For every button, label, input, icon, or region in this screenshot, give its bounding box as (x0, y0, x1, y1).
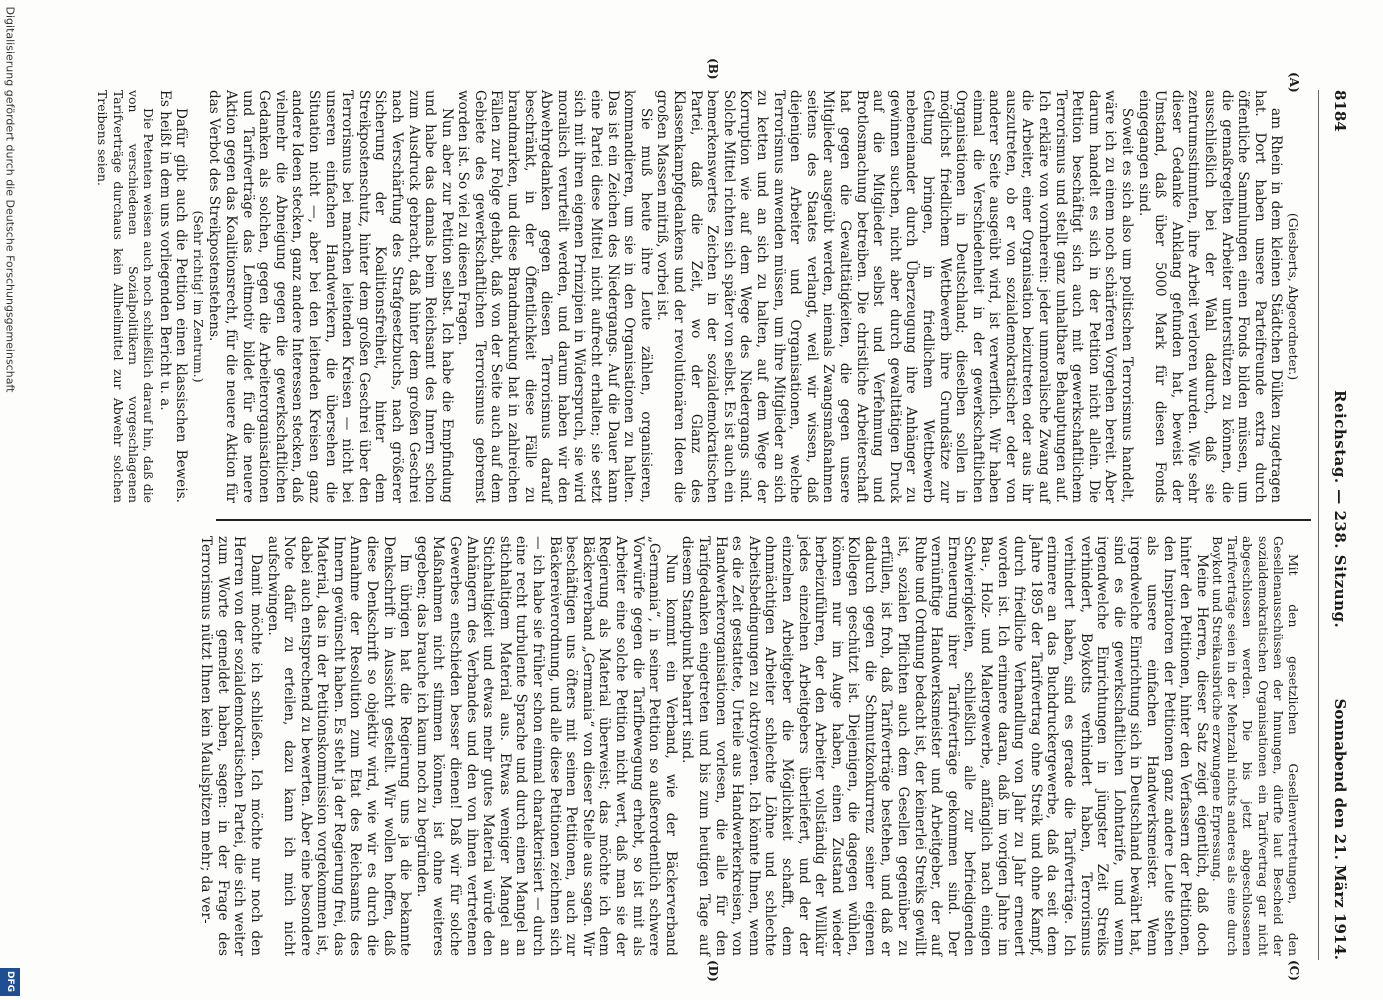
interjection: (Sehr richtig! im Zentrum.) (190, 210, 206, 383)
header-rule (1318, 90, 1319, 960)
margin-marker-b: (B) (706, 58, 720, 80)
paragraph: Nun aber zur Petition selbst. Ich habe die Empfindung und habe das damals beim Reichsamt des Innern schon zum Ausdruck gebracht, daß hinter dem großen Geschrei nach Verschärfung des Strafgesetzbuchs, nach größerer Sicherung der Koalitionsfreiheit, hinter dem Streikpostenschutz, hinter dem großen Geschrei über den Terrorismus bei manchen leitenden Kreisen — nicht bei unseren einfachen Handwerkern, die übersehen die Situation nicht —, aber bei den leitenden Kreisen ganz andere Ideen stecken, ganz andere Interessen stecken, daß vielmehr die Abneigung gegen die gewerkschaftlichen Gedanken als solchen, gegen die Arbeiterorganisationen und Tarifverträge das Leitmotiv bildet für die neuere Aktion gegen das Koalitionsrecht, für die neuere Aktion für das Verbot des Streikpostenstehens. (206, 90, 455, 503)
paragraph: Meine Herren, dieser Satz zeigt eigentlich, daß doch hinter den Petitionen, hinter den Verfassern der Petitionen, den Inspiratoren der Petitionen ganz andere Leute stehen als unsere einfachen Handwerksmeister. Wenn irgendwelche Einrichtung sich in Deutschland bewährt hat, sind es die gewerkschaftlichen Lohntarife, und wenn irgendwelche Einrichtungen in jüngster Zeit Streiks verhindert, Boykotts verhindert haben, Terrorismus verhindert haben, sind es gerade die Tarifverträge. Ich erinnere an das Buchdruckergewerbe, daß da seit dem Jahre 1895 der Tarifvertrag ohne Streik und ohne Kampf, durch friedliche Verhandlung von Jahr zu Jahr erneuert worden ist. Ich erinnere daran, daß im vorigen Jahre im Bau-, Holz- und Malergewerbe, anfänglich nach einigen Schwierigkeiten, schließlich alle zur befriedigenden Erneuerung ihrer Tarifverträge gekommen sind. Der vernünftige Handwerksmeister und Arbeitgeber, der auf Ruhe und Ordnung bedacht ist, der keinerlei Streiks gewillt ist, sozialen Pflichten auch dem Gesellen gegenüber zu erfüllen, ist froh, daß Tarifverträge bestehen, und daß er dadurch gegen die Schmutzkonkurrenz seiner eigenen Kollegen geschützt ist. Diejenigen, die dagegen wühlen, können nur im Auge haben, einen Zustand wieder herbeizuführen, der den Arbeiter vollständig der Willkür jedes einzelnen Arbeitgebers überliefert, und der der einzelnen Arbeitgeber die Möglichkeit schafft, dem ohnmächtigen Arbeiter schlechte Löhne und schlechte Arbeitsbedingungen zu oktroyieren. Ich könnte Ihnen, wenn es die Zeit gestattete, Urteile aus Handwerkerkreisen, von Handwerkerorganisationen vorlesen, die alle für den Tarifgedanken eingetreten und bis zum heutigen Tage auf diesem Standpunkt beharrt sind. (679, 536, 1210, 956)
paragraph: Soweit es sich also um politischen Terrorismus handelt, wäre ich zu einem noch schärferen Vorgehen bereit. Aber darum handelt es sich in der Petition nicht allein. Die Petition beschäftigt sich auch mit gewerkschaftlichem Terrorismus und stellt ganz unhaltbare Behauptungen auf. Ich erkläre von vornherein: jeder unmoralische Zwang auf die Arbeiter, einer Organisation beizutreten oder aus ihr auszutreten, ob er von sozialdemokratischer oder von anderer Seite ausgeübt wird, ist verwerflich. Wir haben einmal die Verschiedenheit in der gewerkschaftlichen Organisationen in Deutschland; dieselben sollen in möglichst friedlichem Wettbewerb ihre Grundsätze zur Geltung bringen, in friedlichem Wettbewerb nebeneinander durch Überzeugung ihre Anhänger zu gewinnen suchen, nicht aber durch gewalttätigen Druck auf die Mitglieder selbst und Verfehmung und Brotlosmachung betreiben. Die christliche Arbeiterschaft hat gegen die Gewalttätigkeiten, die gegen unsere Mitglieder ausgeübt werden, niemals Zwangsmaßnahmen seitens des Staates verlangt, weil wir wissen, daß diejenigen Arbeiter und Organisationen, welche Terrorismus anwenden müssen, um ihre Mitglieder an sich zu ketten und an sich zu halten, auf dem Wege der Korruption wie auf dem Wege des Niedergangs sind. Solche Mittel richten sich später von selbst. Es ist auch ein bemerkenswertes Zeichen in der sozialdemokratischen Partei, daß die Zeit, wo der Glanz des Klassenkampfgedankens und der revolutionären Ideen die großen Massen mitriß, vorbei ist. (654, 90, 1136, 503)
dfg-logo (0, 968, 20, 996)
margin-marker-a: (A) (1287, 72, 1301, 93)
quote: Die Petenten weisen auch noch schließlich darauf hin, daß die von verschiedenen Sozialpolitikern vorgeschlagenen Tarifverträge durchaus kein Allheilmittel zur Abwehr solchen Treibens seien. (95, 90, 157, 503)
paragraph: Dafür gibt auch die Petition einen klassischen Beweis. Es heißt in dem uns vorliegenden Bericht u. a. (156, 90, 190, 503)
dfg-logo-text: DFG (5, 971, 15, 993)
header-title: Reichstag. — 238. Sitzung. (1331, 390, 1349, 629)
margin-marker-d: (D) (706, 960, 720, 982)
quote: Mit den gesetzlichen Gesellenvertretungen, den Gesellenausschüssen der Innungen, dürfte laut Bescheid der sozialdemokratischen Organisationen ein Tarifvertrag gar nicht abgeschlossen werden. Die bis jetzt abgeschlossenen Tarifverträge seien in der Mehrzahl nichts anderes als eine durch Boykott und Streikausbrüche erzwungene Erpressung. (1209, 536, 1301, 956)
paragraph: Nun kommt ein Verband, wie der Bäckerverband „Germania“, in seiner Petition so außerordentlich schwere Vorwürfe gegen die Tarifbewegung erhebt, so ist mit als Arbeiter eine solche Petition nicht wert, daß man sie der Regierung als Material überweist; das möchte ich dem Bäckerverband „Germania“ von dieser Stelle aus sagen. Wir beschäftigen uns öfters mit seinen Petitionen, auch zur Bäckereiverordnung, und alle diese Petitionen zeichnen sich — ich habe sie früher schon einmal charakterisiert — durch eine recht turbulente Sprache und durch einen Mangel an stichhaltigem Material aus. Etwas weniger Mangel an Stichhaltigkeit und etwas mehr gutes Material würde den Anhängern des Verbandes und den von ihnen vertretenen Gewerbes entschieden besser dienen! Daß wir für solche Maßnahmen nicht stimmen können, ist ohne weiteres gegeben; das brauche ich kaum noch zu begründen. (413, 536, 679, 956)
speaker-line: (Giesberts, Abgeordneter.) (1286, 212, 1301, 381)
right-column (198, 536, 1301, 956)
paragraph: Sie muß heute ihre Leute zählen, organisieren, kommandieren, um sie in den Organisationen zu halten. Das ist ein Zeichen des Niedergangs. Auf die Dauer kann eine Partei diese Mittel nicht aufrecht erhalten; sie setzt sich mit ihren eigenen Prinzipien in Widerspruch, sie wird moralisch verurteilt werden, und darum haben wir den Abwehrgedanken gegen diesen Terrorismus darauf beschränkt, in der Öffentlichkeit diese Fälle zu brandmarken, und diese Brandmarkung hat in zahlreichen Fällen zur Folge gehabt, daß von der Seite auch auf dem Gebiete des gewerkschaftlichen Terrorismus gebremst worden ist. So viel zu diesen Fragen. (455, 90, 654, 503)
paragraph: Damit möchte ich schließen. Ich möchte nur noch den Herren von der sozialdemokratischen Partei, die sich weiter zum Worte gemeldet haben, sagen: in der Frage des Terrorismus nützt Ihnen kein Maulspitzen mehr; da ver- (198, 536, 264, 956)
page-header (1323, 90, 1363, 960)
funding-note-text: Digitalisierung gefördert durch die Deutsche Forschungsgemeinschaft (3, 6, 17, 393)
column-divider (216, 519, 1311, 521)
page-number: 8184 (1331, 90, 1349, 132)
funding-note (4, 7, 17, 987)
paragraph: am Rhein in dem kleinen Städtchen Dülken zugetragen hat. Dort haben unsere Parteifreunde extra durch öffentliche Sammlungen einen Fonds bilden müssen, um die gemaßregelten Arbeiter unterstützen zu können, die ausschließlich bei der Wahl dadurch, daß sie zentrumsstimmten, ihre Arbeit verloren wurden. Wie sehr dieser Gedanke Anklang gefunden hat, beweist der Umstand, daß über 5000 Mark für diesen Fonds eingegangen sind. (1135, 90, 1285, 503)
left-column (95, 90, 1301, 503)
paragraph: Im übrigen hat die Regierung uns ja die bekannte Denkschrift in Aussicht gestellt. Wir wollen hoffen, daß diese Denkschrift so objektiv wird, wie wir es durch die Annahme der Resolution zum Etat des Reichsamts des Innern gewünscht haben. Es steht ja der Regierung frei, das Material, das in der Petitionskommission vorgekommen ist, dabei auch entsprechend zu bewerten. Aber eine besondere Note dafür zu erteilen, dazu kann ich mich nicht aufschwingen. (264, 536, 414, 956)
header-date: Sonnabend den 21. März 1914. (1331, 698, 1349, 960)
margin-marker-c: (C) (1287, 960, 1301, 981)
